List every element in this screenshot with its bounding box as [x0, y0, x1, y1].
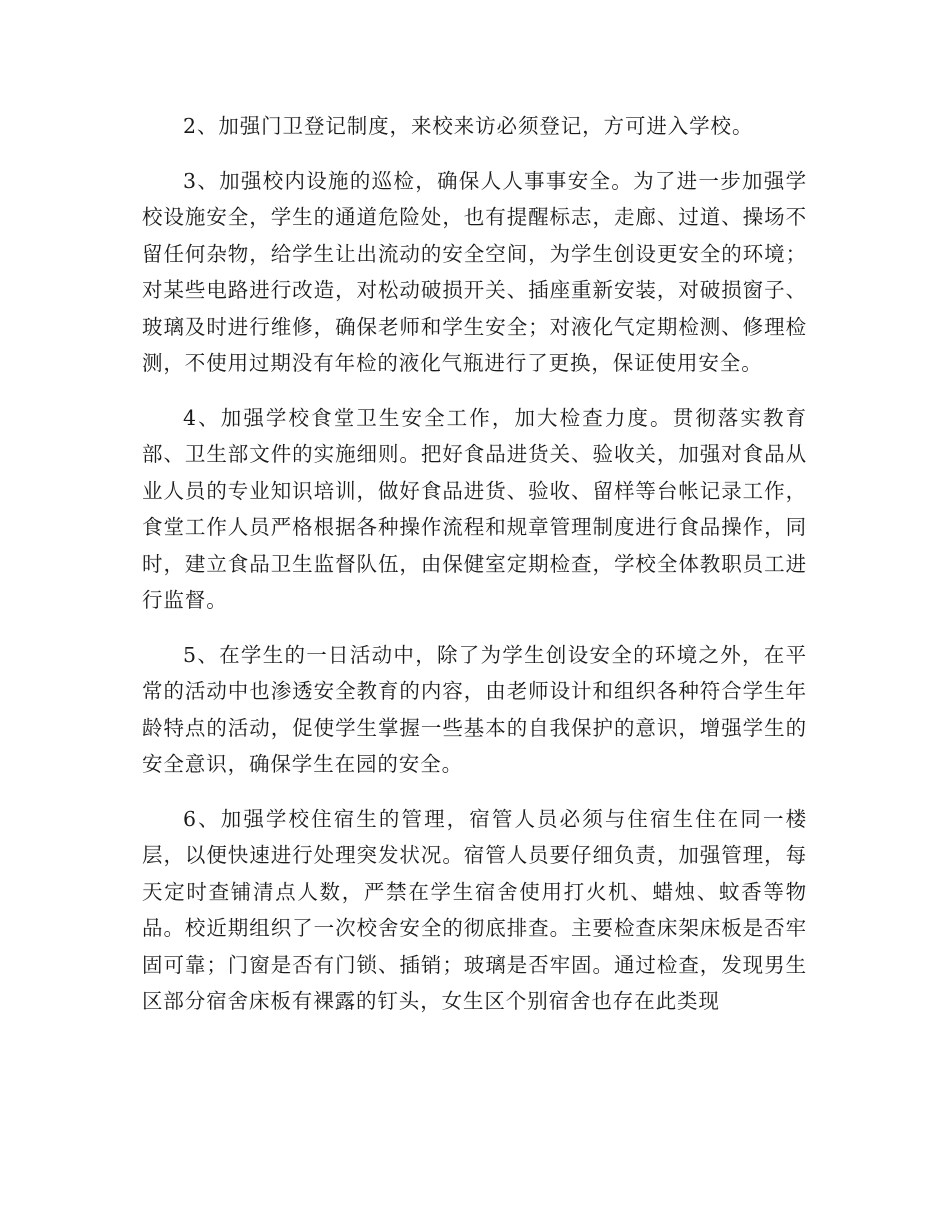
paragraph-dormitory-management: 6、加强学校住宿生的管理，宿管人员必须与住宿生住在同一楼层，以便快速进行处理突发状况。宿管人员要仔细负责，加强管理，每天定时查铺清点人数，严禁在学生宿舍使用打火机、蜡烛、蚊香等物品。校近期组织了一次校舍安全的彻底排查。主要检查床架床板是否牢固可靠；门窗是否有门锁、插销；玻璃是否牢固。通过检查，发现男生区部分宿舍床板有裸露的钉头，女生区个别宿舍也存在此类现	[142, 806, 807, 1013]
document-body	[142, 108, 807, 1038]
paragraph-facility-inspection: 3、加强校内设施的巡检，确保人人事事安全。为了进一步加强学校设施安全，学生的通道危险处，也有提醒标志，走廊、过道、操场不留任何杂物，给学生让出流动的安全空间，为学生创设更安全的环境；对某些电路进行改造，对松动破损开关、插座重新安装，对破损窗子、玻璃及时进行维修，确保老师和学生安全；对液化气定期检测、修理检测，不使用过期没有年检的液化气瓶进行了更换，保证使用安全。	[142, 168, 807, 375]
paragraph-daily-activities: 5、在学生的一日活动中，除了为学生创设安全的环境之外，在平常的活动中也渗透安全教育的内容，由老师设计和组织各种符合学生年龄特点的活动，促使学生掌握一些基本的自我保护的意识，增强学生的安全意识，确保学生在园的安全。	[142, 642, 807, 776]
paragraph-canteen-safety: 4、加强学校食堂卫生安全工作，加大检查力度。贯彻落实教育部、卫生部文件的实施细则。把好食品进货关、验收关，加强对食品从业人员的专业知识培训，做好食品进货、验收、留样等台帐记录工作，食堂工作人员严格根据各种操作流程和规章管理制度进行食品操作，同时，建立食品卫生监督队伍，由保健室定期检查，学校全体教职员工进行监督。	[142, 405, 807, 612]
paragraph-gate-registration: 2、加强门卫登记制度，来校来访必须登记，方可进入学校。	[183, 114, 754, 138]
